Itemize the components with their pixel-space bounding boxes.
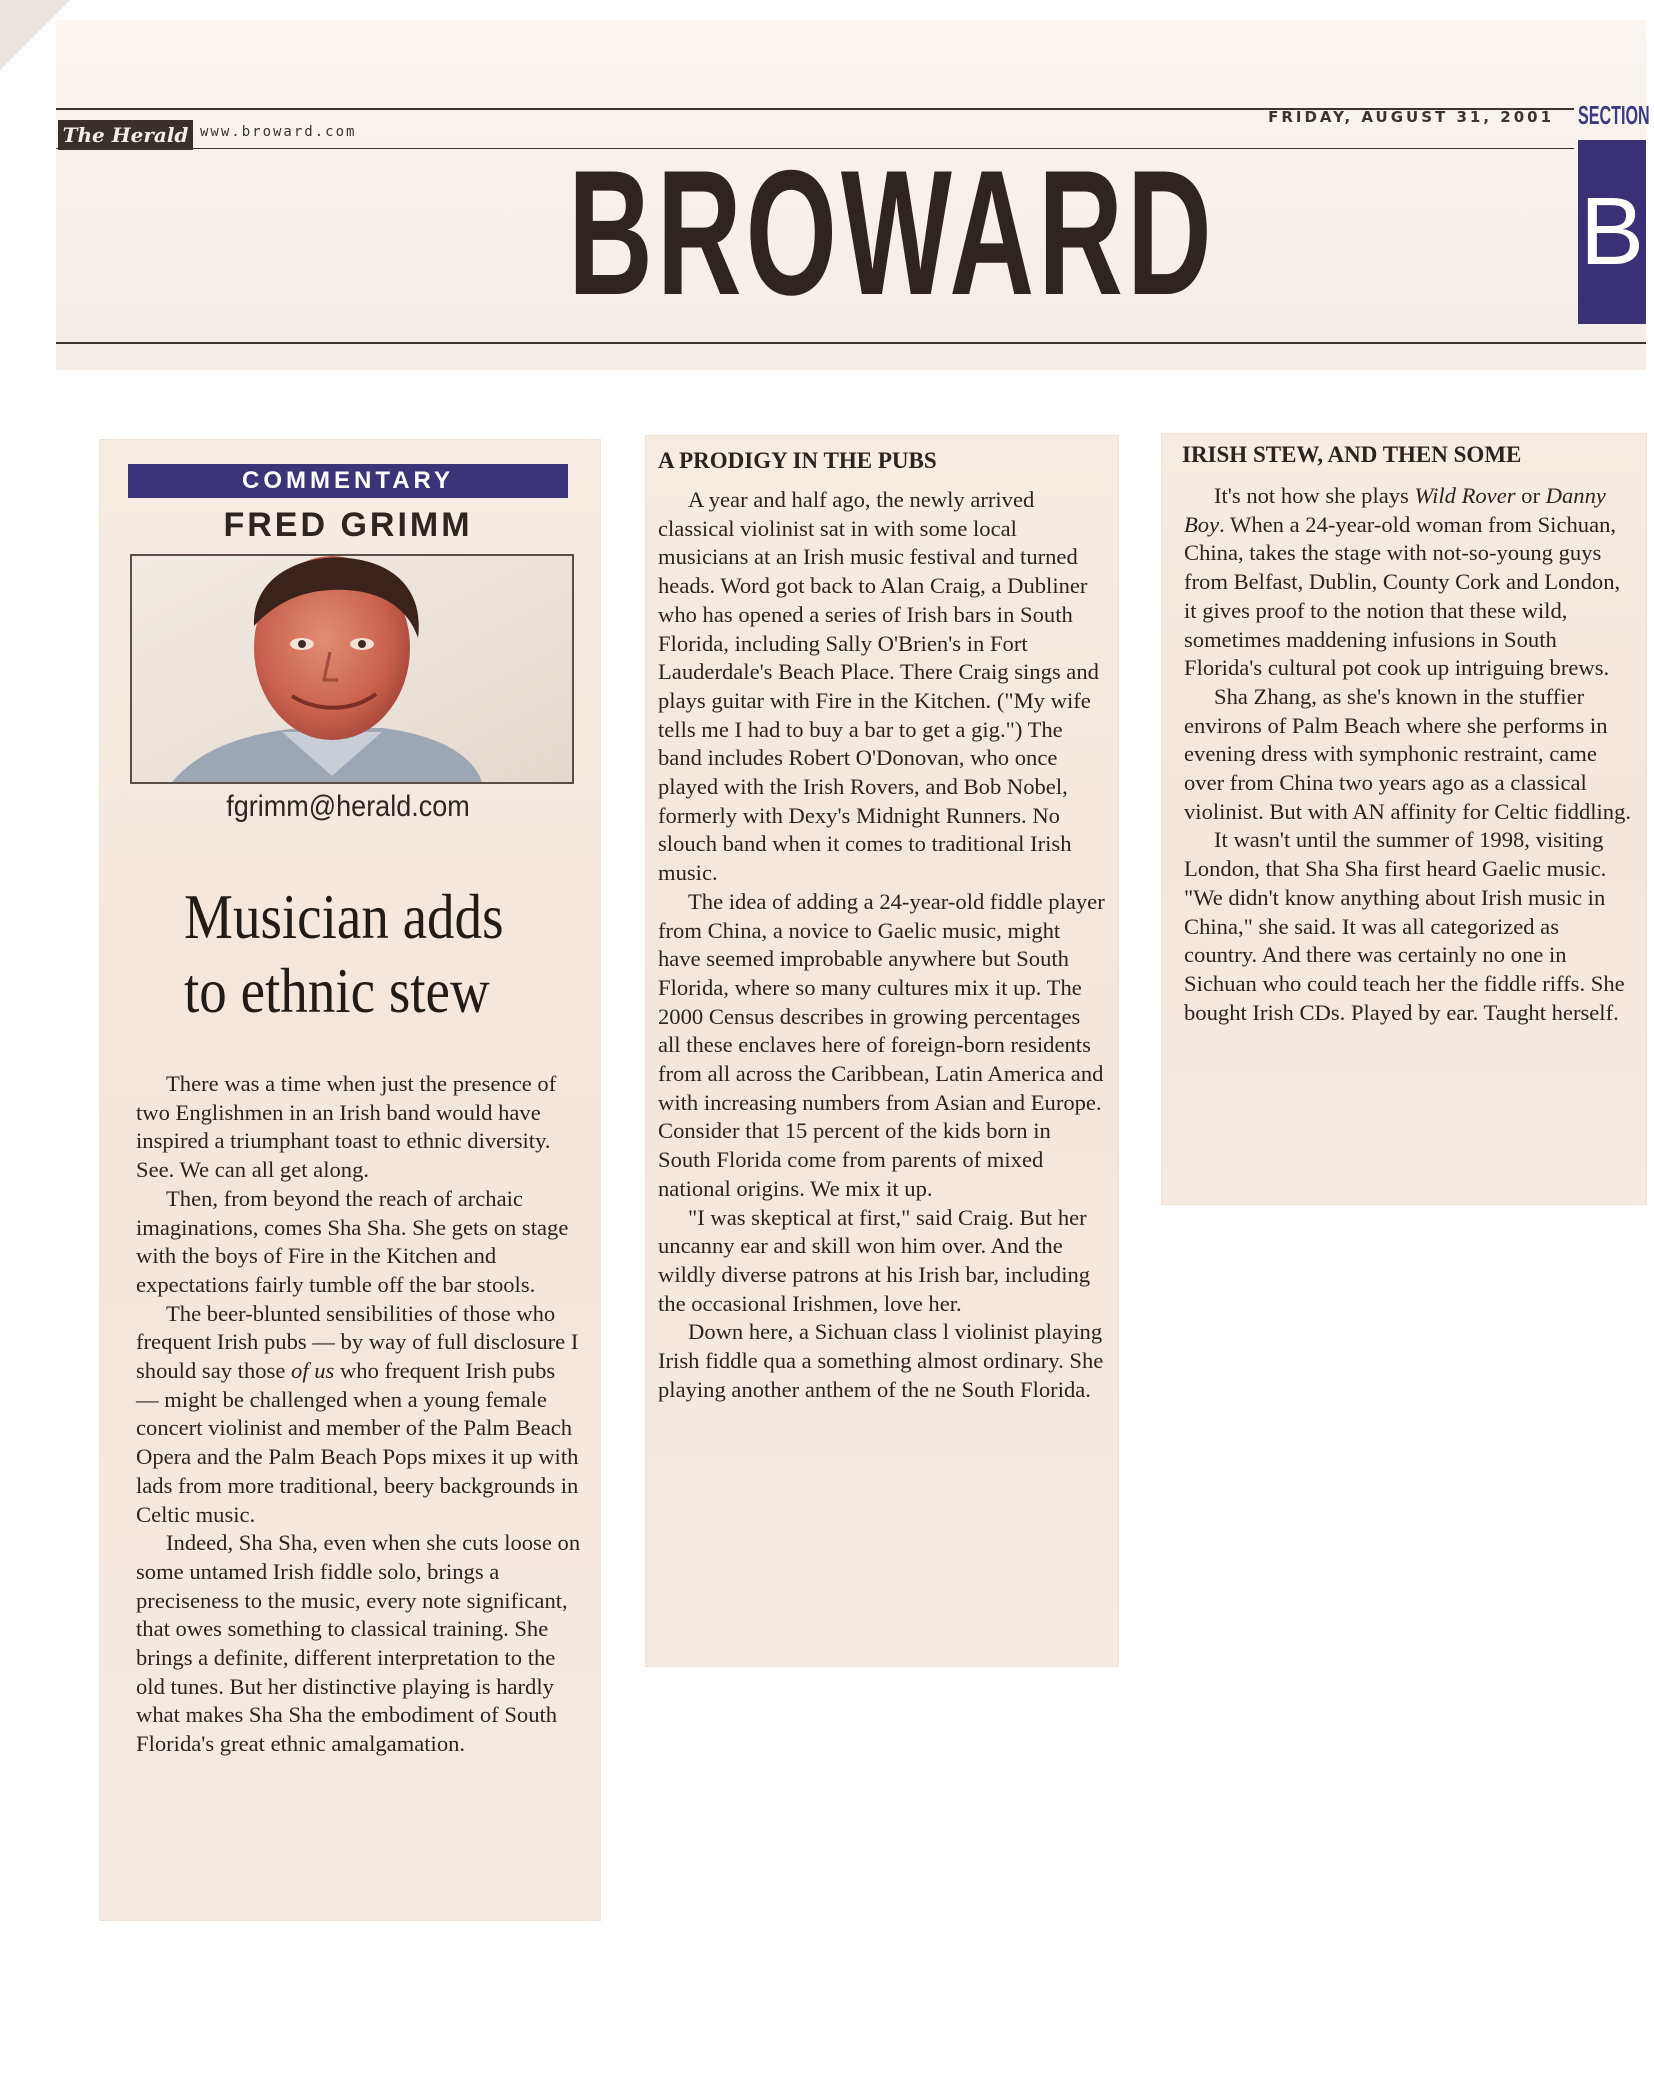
commentary-kicker: COMMENTARY bbox=[128, 464, 568, 498]
column-clipping-1 bbox=[100, 440, 600, 1920]
author-email: fgrimm@herald.com bbox=[226, 790, 470, 823]
author-portrait-image bbox=[132, 556, 572, 782]
paragraph: Then, from beyond the reach of archaic imaginations, comes Sha Sha. She gets on stage with the boys of Fire in the Kitchen and expectations fairly tumble off the bar stools. bbox=[136, 1185, 569, 1297]
herald-logo: The Herald bbox=[58, 120, 193, 150]
paragraph: Indeed, Sha Sha, even when she cuts loose on some untamed Irish fiddle solo, brings a preciseness to the music, every note significant, that owes something to classical training. She brings a definite, different interpretation to the old tunes. But her distinctive playing is hardly what makes Sha Sha the embodiment of South Florida's great ethnic amalgamation. bbox=[136, 1530, 581, 1757]
section-letter-box: B bbox=[1578, 140, 1646, 324]
website-url: www.broward.com bbox=[200, 124, 357, 140]
paragraph: The idea of adding a 24-year-old fiddle player from China, a novice to Gaelic music, might have seemed improbable anywhere but South Florida, where so many cultures mix it up. The 2000 Census describes in growing percentages all these enclaves here of foreign-born residents from all across the Caribbean, Latin America and with increasing numbers from Asian and Europe. Consider that 15 percent of the kids born in South Florida come from parents of mixed national origins. We mix it up. bbox=[658, 888, 1105, 1201]
paragraph: Down here, a Sichuan class l violinist playing Irish fiddle qua a something almost ordinary. She playing another anthem of the ne South Florida. bbox=[658, 1319, 1104, 1402]
headline-line-2: to ethnic stew bbox=[184, 955, 490, 1026]
subhead-prodigy: A PRODIGY IN THE PUBS bbox=[658, 448, 937, 473]
paragraph: There was a time when just the presence of two Englishmen in an Irish band would have inspired a triumphant toast to ethnic diversity. See. We can all get along. bbox=[136, 1071, 557, 1183]
paragraph: It's not how she plays Wild Rover or Danny Boy. When a 24-year-old woman from Sichuan, China, takes the stage with not-so-young guys from Belfast, Dublin, County Cork and London, it gives proof to the notion that these wild, sometimes maddening infusions in South Florida's cultural pot cook up intriguing brews. bbox=[1184, 483, 1621, 681]
article-body-col-2 bbox=[658, 486, 1106, 1405]
paragraph: It wasn't until the summer of 1998, visiting London, that Sha Sha first heard Gaelic music. "We didn't know anything about Irish music in China," she said. It was all categorized as country. And there was certainly no one in Sichuan who could teach her the fiddle riffs. She bought Irish CDs. Played by ear. Taught herself. bbox=[1184, 827, 1625, 1025]
paragraph: "I was skeptical at first," said Craig. But her uncanny ear and skill won him over. And the wildly diverse patrons at his Irish bar, including the occasional Irishmen, love her. bbox=[658, 1204, 1091, 1316]
section-title: BROWARD bbox=[568, 133, 1216, 332]
column-clipping-2 bbox=[646, 436, 1118, 1666]
author-photo bbox=[130, 554, 574, 784]
headline-line-1: Musician adds bbox=[184, 881, 504, 952]
masthead-bottom-rule bbox=[56, 342, 1646, 344]
paragraph: The beer-blunted sensibilities of those who frequent Irish pubs — by way of full disclosure I should say those of us who frequent Irish pubs — might be challenged when a young female concert violinist and member of the Palm Beach Opera and the Palm Beach Pops mixes it up with lads from more traditional, beery backgrounds in Celtic music. bbox=[136, 1300, 579, 1527]
article-body-col-3 bbox=[1184, 482, 1634, 1027]
article-headline bbox=[130, 880, 590, 1028]
paragraph: Sha Zhang, as she's known in the stuffier environs of Palm Beach where she performs in evening dress with symphonic restraint, came over from China two years ago as a classical violinist. But with AN affinity for Celtic fiddling. bbox=[1184, 683, 1632, 824]
article-body-col-1 bbox=[136, 1070, 582, 1759]
section-label: SECTION bbox=[1578, 100, 1650, 130]
dateline: FRIDAY, AUGUST 31, 2001 bbox=[1268, 108, 1554, 126]
author-byline: FRED GRIMM bbox=[223, 506, 473, 544]
subhead-irish-stew: IRISH STEW, AND THEN SOME bbox=[1182, 442, 1522, 467]
paragraph: A year and half ago, the newly arrived classical violinist sat in with some local musicians at an Irish music festival and turned heads. Word got back to Alan Craig, a Dubliner who has opened a series of Irish bars in South Florida, including Sally O'Brien's in Fort Lauderdale's Beach Place. There Craig sings and plays guitar with Fire in the Kitchen. ("My wife tells me I had to buy a bar to get a gig.") The band includes Robert O'Donovan, who once played with the Irish Rovers, and Bob Nobel, formerly with Dexy's Midnight Runners. No slouch band when it comes to traditional Irish music. bbox=[658, 487, 1099, 886]
column-clipping-3 bbox=[1162, 434, 1646, 1204]
